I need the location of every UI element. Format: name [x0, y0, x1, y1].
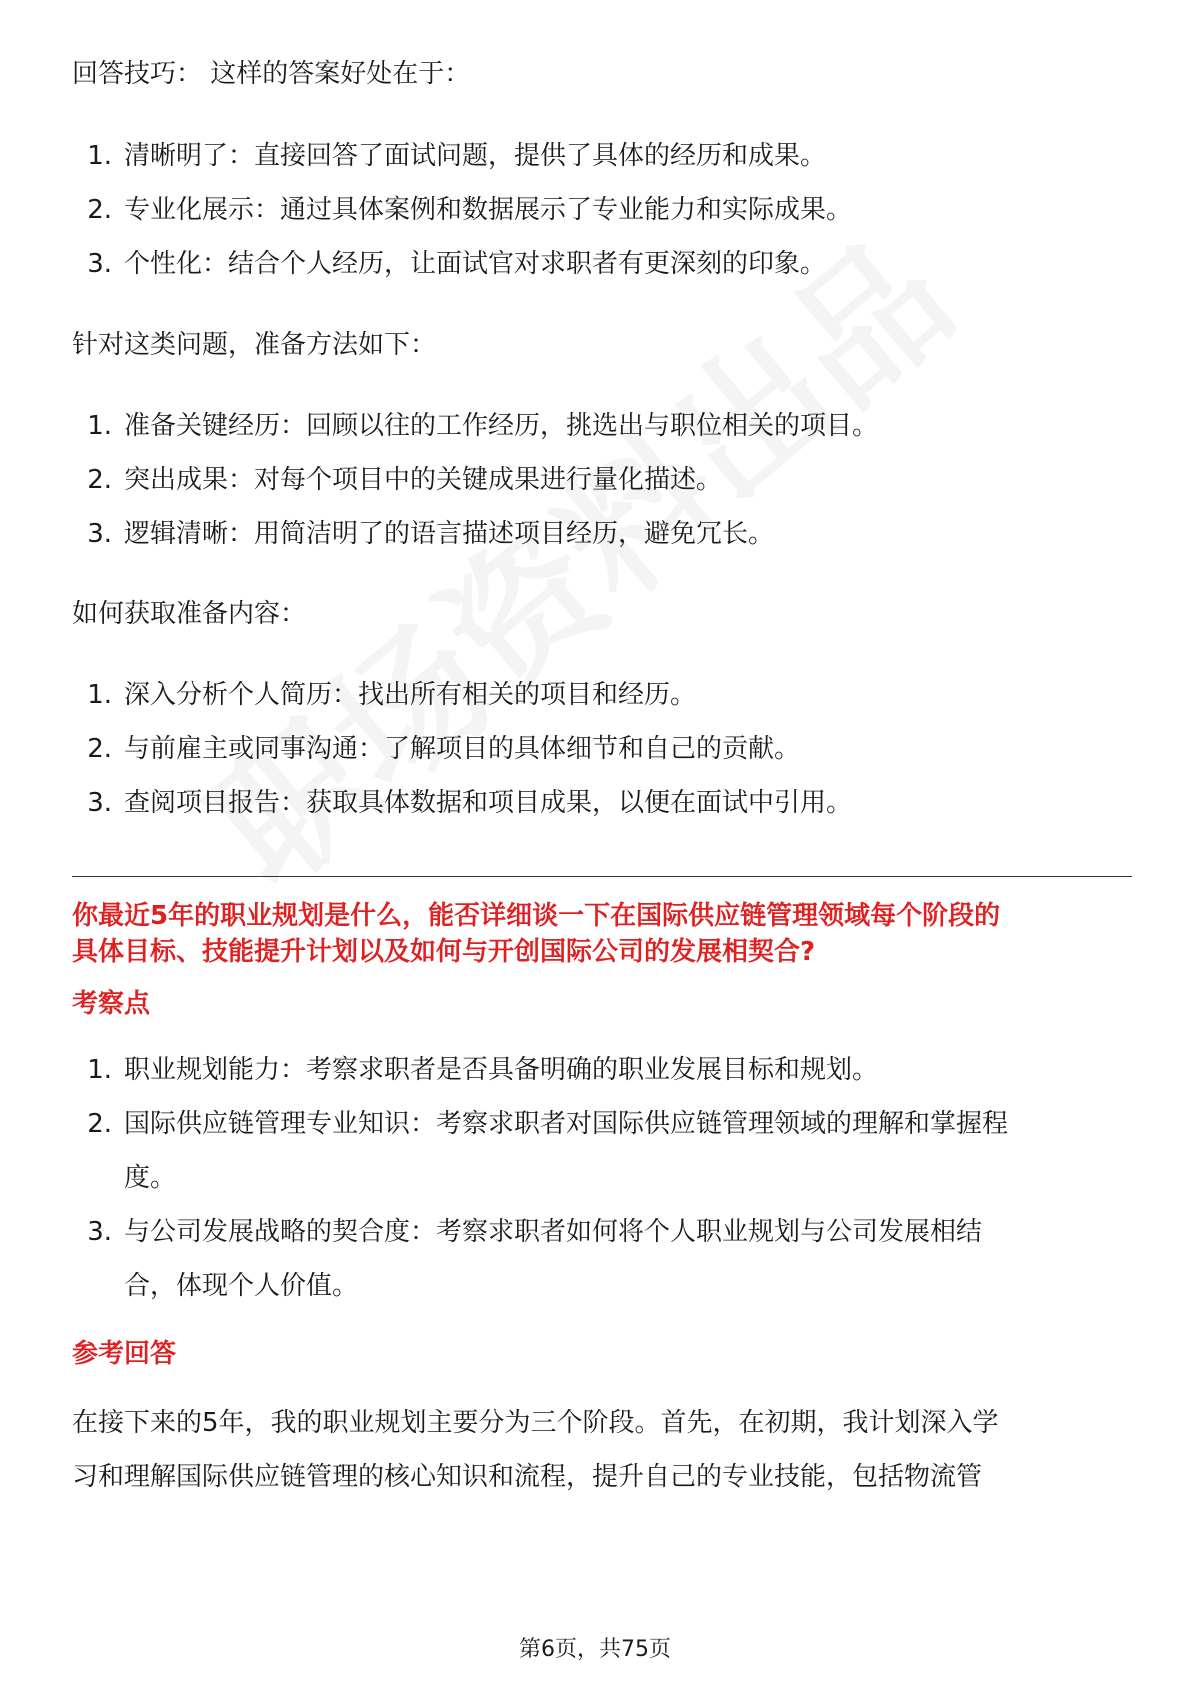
list-number: 3. — [87, 249, 112, 279]
list-text: 深入分析个人简历：找出所有相关的项目和经历。 — [124, 680, 697, 710]
intro-preparation: 针对这类问题，准备方法如下： — [72, 330, 437, 360]
answer-paragraph-line2: 习和理解国际供应链管理的核心知识和流程，提升自己的专业技能，包括物流管 — [72, 1462, 983, 1492]
list-text-continued: 合，体现个人价值。 — [124, 1271, 359, 1301]
list-text-continued: 度。 — [124, 1163, 177, 1193]
question-heading-line2: 具体目标、技能提升计划以及如何与开创国际公司的发展相契合? — [72, 937, 816, 967]
list-item — [72, 1106, 1008, 1142]
question-heading-line1: 你最近5年的职业规划是什么，能否详细谈一下在国际供应链管理领域每个阶段的 — [72, 901, 1001, 931]
list-number: 1. — [87, 141, 112, 171]
intro-answer-tips: 回答技巧： 这样的答案好处在于： — [72, 59, 471, 89]
section-title-points: 考察点 — [72, 989, 151, 1019]
list-text: 国际供应链管理专业知识：考察求职者对国际供应链管理领域的理解和掌握程 — [124, 1109, 1009, 1139]
intro-obtain-content: 如何获取准备内容： — [72, 599, 307, 629]
list-text: 职业规划能力：考察求职者是否具备明确的职业发展目标和规划。 — [124, 1055, 879, 1085]
section-divider — [72, 876, 1132, 877]
list-text: 逻辑清晰：用简洁明了的语言描述项目经历，避免冗长。 — [124, 519, 775, 549]
list-item — [72, 138, 826, 174]
list-item — [72, 785, 852, 821]
list-text: 清晰明了：直接回答了面试问题，提供了具体的经历和成果。 — [124, 141, 827, 171]
list-item — [72, 731, 800, 767]
list-number: 2. — [87, 195, 112, 225]
list-number: 3. — [87, 519, 112, 549]
page-footer: 第6页，共75页 — [519, 1637, 671, 1662]
list-number: 1. — [87, 1055, 112, 1085]
list-item — [72, 462, 722, 498]
list-item — [72, 677, 696, 713]
list-item — [72, 1214, 982, 1250]
list-item — [72, 408, 878, 444]
list-text: 与前雇主或同事沟通：了解项目的具体细节和自己的贡献。 — [124, 734, 801, 764]
list-item — [72, 246, 826, 282]
list-text: 准备关键经历：回顾以往的工作经历，挑选出与职位相关的项目。 — [124, 411, 879, 441]
list-item — [72, 1052, 878, 1088]
list-text: 与公司发展战略的契合度：考察求职者如何将个人职业规划与公司发展相结 — [124, 1217, 983, 1247]
list-number: 1. — [87, 411, 112, 441]
list-text: 专业化展示：通过具体案例和数据展示了专业能力和实际成果。 — [124, 195, 853, 225]
answer-paragraph-line1: 在接下来的5年，我的职业规划主要分为三个阶段。首先，在初期，我计划深入学 — [72, 1408, 999, 1438]
list-number: 1. — [87, 680, 112, 710]
list-item — [72, 192, 852, 228]
list-text: 查阅项目报告：获取具体数据和项目成果，以便在面试中引用。 — [124, 788, 853, 818]
list-number: 2. — [87, 1109, 112, 1139]
list-text: 个性化：结合个人经历，让面试官对求职者有更深刻的印象。 — [124, 249, 827, 279]
list-number: 2. — [87, 734, 112, 764]
list-number: 2. — [87, 465, 112, 495]
list-number: 3. — [87, 788, 112, 818]
section-title-answer: 参考回答 — [72, 1339, 177, 1369]
list-number: 3. — [87, 1217, 112, 1247]
list-item — [72, 516, 774, 552]
list-text: 突出成果：对每个项目中的关键成果进行量化描述。 — [124, 465, 723, 495]
